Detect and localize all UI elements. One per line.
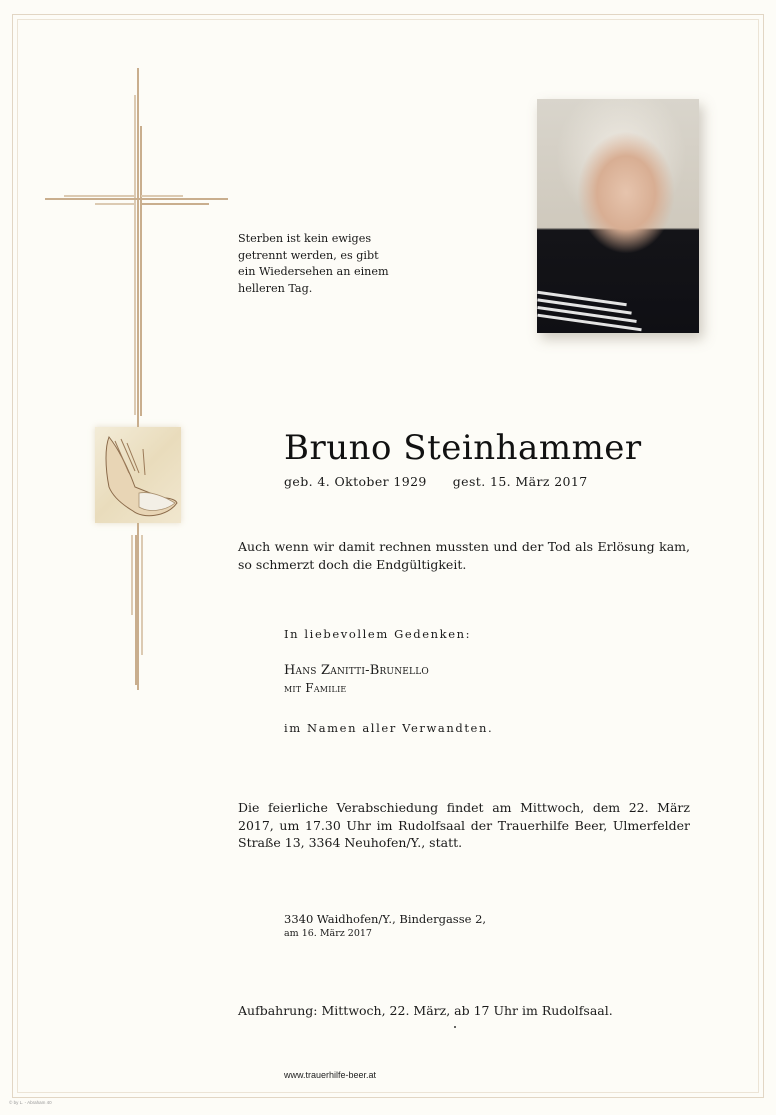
- website-link[interactable]: www.trauerhilfe-beer.at: [284, 1070, 377, 1080]
- copyright-note: © by L. - Abraham 40: [9, 1100, 52, 1105]
- life-dates: [284, 474, 588, 489]
- praying-hands-icon: [95, 427, 181, 523]
- mourner-name: Hans Zanitti-Brunello: [284, 663, 429, 678]
- mourners-heading: In liebevollem Gedenken:: [284, 627, 472, 641]
- viewing-text: Aufbahrung: Mittwoch, 22. März, ab 17 Uhr im Rudolfsaal.: [238, 1003, 613, 1018]
- ceremony-text: Die feierliche Verabschiedung findet am Mittwoch, dem 22. März 2017, um 17.30 Uhr im Rudolfsaal der Trauerhilfe Beer, Ulmerfelder Straße 13, 3364 Neuhofen/Y., statt.: [238, 800, 690, 850]
- deceased-name: Bruno Steinhammer: [284, 428, 642, 468]
- birth-date: geb. 4. Oktober 1929: [284, 474, 427, 489]
- memorial-quote: Sterben ist kein ewiges getrennt werden, es gibt ein Wiedersehen an einem helleren Tag.: [238, 232, 389, 295]
- sender-address: 3340 Waidhofen/Y., Bindergasse 2,: [284, 912, 487, 926]
- decorative-dot: [454, 1026, 456, 1028]
- mourner-family: mit Familie: [284, 681, 347, 695]
- portrait-photo: [537, 99, 699, 333]
- intro-text: Auch wenn wir damit rechnen mussten und der Tod als Erlösung kam, so schmerzt doch die Endgültigkeit.: [238, 539, 690, 572]
- relatives-text: im Namen aller Verwandten.: [284, 721, 494, 735]
- death-date: gest. 15. März 2017: [452, 474, 588, 489]
- sender-date: am 16. März 2017: [284, 928, 372, 939]
